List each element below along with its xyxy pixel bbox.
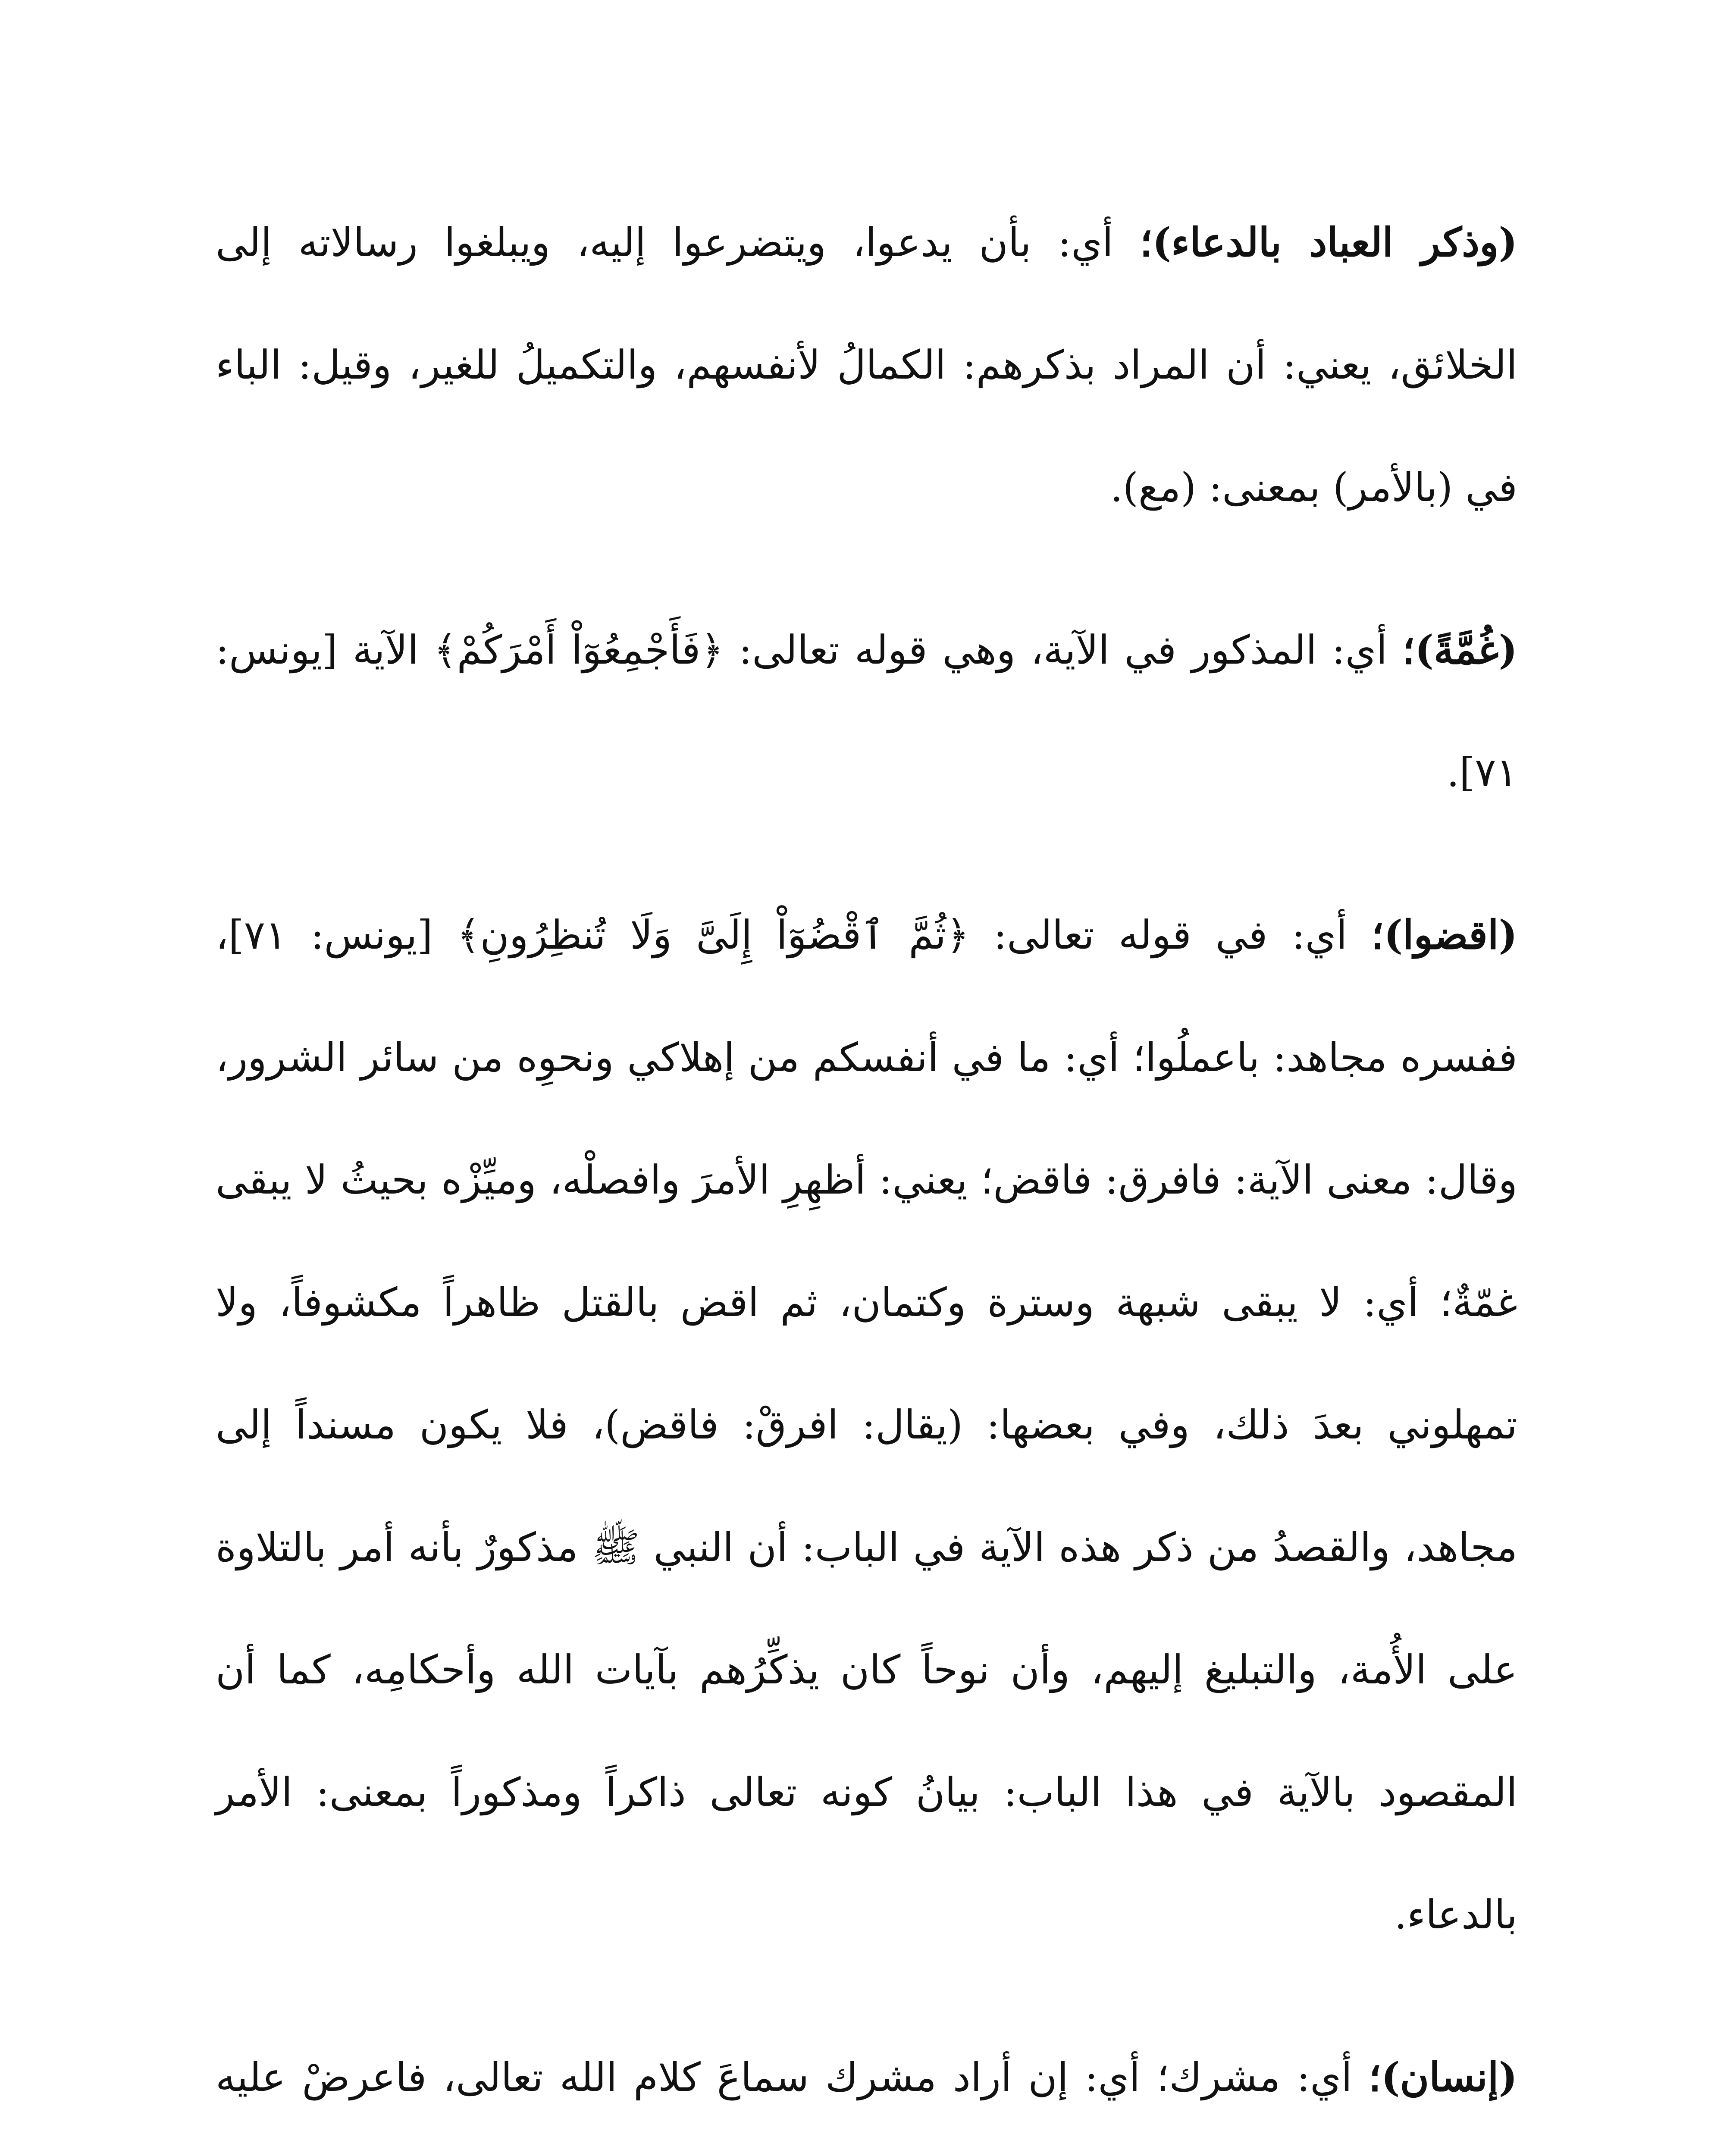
paragraph-text: أي: مشرك؛ أي: إن أراد مشرك سماعَ كلام الله تعالى، فاعرضْ عليه — [216, 2054, 1352, 2100]
paragraph-text: أي: في قوله تعالى: ﴿ثُمَّ ٱقْضُوٓاْ إِلَىَّ وَلَا تُنظِرُونِ﴾ [يونس: ٧١]، ففسره مجاهد: باعملُوا؛ أي: ما في أنفسكم من إهلاكي ونحوِه من سائر الشرور، وقال: معنى الآية: فافرق: فاقض؛ يعني: أظهِرِ الأمرَ وافصلْه، وميِّزْه بحيثُ لا يبقى غمّةٌ؛ أي: لا يبقى شبهة وسترة وكتمان، ثم اقض بالقتل ظاهراً مكشوفاً، ولا تمهلوني بعدَ ذلك، وفي بعضها: (يقال: افرقْ: فاقض)، فلا يكون مسنداً إلى مجاهد، والقصدُ من ذكر هذه الآية في الباب: أن النبي ﷺ مذكورٌ بأنه أمر بالتلاوة على الأُمة، والتبليغ إليهم، وأن نوحاً كان يذكِّرُهم بآيات الله وأحكامِه، كما أن المقصود بالآية في هذا الباب: بيانُ كونه تعالى ذاكراً ومذكوراً بمعنى: الأمر بالدعاء. — [216, 912, 1517, 1938]
paragraph-heading: (إنسان)؛ — [1368, 2054, 1517, 2100]
paragraph-heading: (وذكر العباد بالدعاء)؛ — [1140, 219, 1518, 266]
paragraph-heading: (اقضوا)؛ — [1371, 912, 1517, 958]
paragraph-dhikr-al-ibad — [216, 181, 1517, 549]
paragraph-iqdu — [216, 874, 1517, 1976]
page-body — [216, 181, 1517, 2156]
paragraph-text: أي: المذكور في الآية، وهي قوله تعالى: ﴿فَأَجْمِعُوٓاْ أَمْرَكُمْ﴾ الآية [يونس: ٧١]. — [216, 627, 1517, 796]
paragraph-heading: (غُمَّةً)؛ — [1402, 627, 1517, 673]
paragraph-text: أي: بأن يدعوا، ويتضرعوا إليه، ويبلغوا رسالاته إلى الخلائق، يعني: أن المراد بذكرهم: الكمالُ لأنفسهم، والتكميلُ للغير، وقيل: الباء في (بالأمر) بمعنى: (مع). — [216, 219, 1517, 511]
paragraph-ghummah — [216, 589, 1517, 834]
paragraph-insan — [216, 2016, 1517, 2156]
